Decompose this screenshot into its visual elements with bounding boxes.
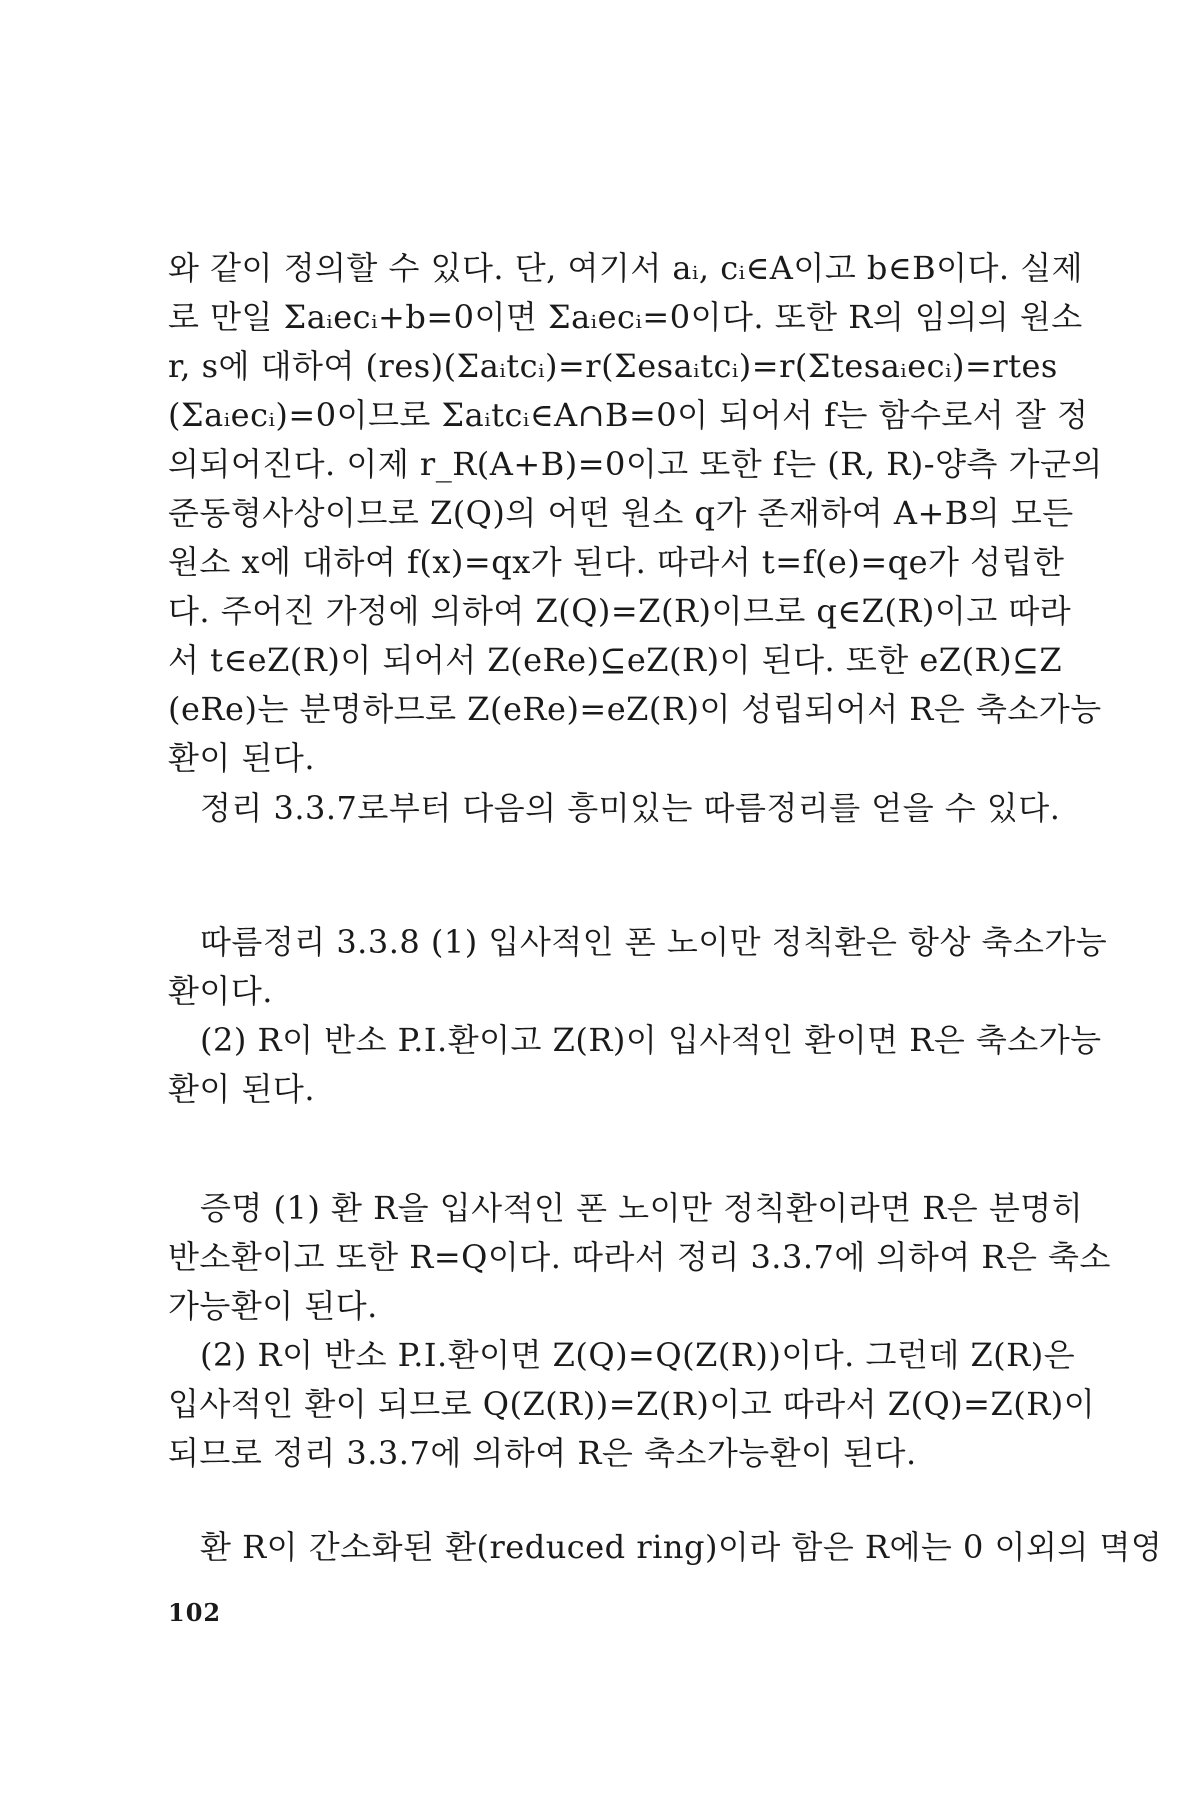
proof-line-4: (Σaᵢecᵢ)=0이므로 Σaᵢtcᵢ∈A∩B=0이 되어서 f는 함수로서 잘 정	[168, 396, 1089, 434]
corollary-line-2: 환이다.	[168, 972, 273, 1010]
proof-line-1: 와 같이 정의할 수 있다. 단, 여기서 aᵢ, cᵢ∈A이고 b∈B이다. 실제	[168, 249, 1084, 287]
corollary-line-4: 환이 된다.	[168, 1070, 315, 1108]
proof2-line-4: (2) R이 반소 P.I.환이면 Z(Q)=Q(Z(R))이다. 그런데 Z(R)은	[200, 1336, 1076, 1374]
proof2-line-3: 가능환이 된다.	[168, 1287, 378, 1325]
proof-line-9: 서 t∈eZ(R)이 되어서 Z(eRe)⊆eZ(R)이 된다. 또한 eZ(R)⊆Z	[168, 641, 1063, 679]
proof-line-10: (eRe)는 분명하므로 Z(eRe)=eZ(R)이 성립되어서 R은 축소가능	[168, 690, 1102, 728]
page-number: 102	[168, 1598, 222, 1627]
proof-line-5: 의되어진다. 이제 r_R(A+B)=0이고 또한 f는 (R, R)-양측 가군의	[168, 445, 1103, 483]
proof-line-8: 다. 주어진 가정에 의하여 Z(Q)=Z(R)이므로 q∈Z(R)이고 따라	[168, 592, 1072, 630]
proof-line-3: r, s에 대하여 (res)(Σaᵢtcᵢ)=r(Σesaᵢtcᵢ)=r(Σtesaᵢecᵢ)=rtes	[168, 347, 1058, 385]
corollary-line-1: 따름정리 3.3.8 (1) 입사적인 폰 노이만 정칙환은 항상 축소가능	[200, 923, 1108, 961]
proof2-line-2: 반소환이고 또한 R=Q이다. 따라서 정리 3.3.7에 의하여 R은 축소	[168, 1238, 1111, 1276]
proof-line-7: 원소 x에 대하여 f(x)=qx가 된다. 따라서 t=f(e)=qe가 성립한	[168, 543, 1065, 581]
proof2-line-6: 되므로 정리 3.3.7에 의하여 R은 축소가능환이 된다.	[168, 1434, 917, 1472]
intro-sentence: 정리 3.3.7로부터 다음의 흥미있는 따름정리를 얻을 수 있다.	[200, 789, 1061, 827]
proof-line-2: 로 만일 Σaᵢecᵢ+b=0이면 Σaᵢecᵢ=0이다. 또한 R의 임의의 원소	[168, 298, 1083, 336]
definition-line: 환 R이 간소화된 환(reduced ring)이라 함은 R에는 0 이외의 멱영	[200, 1528, 1163, 1566]
proof-line-6: 준동형사상이므로 Z(Q)의 어떤 원소 q가 존재하여 A+B의 모든	[168, 494, 1074, 532]
proof2-line-5: 입사적인 환이 되므로 Q(Z(R))=Z(R)이고 따라서 Z(Q)=Z(R)이	[168, 1385, 1096, 1423]
corollary-line-3: (2) R이 반소 P.I.환이고 Z(R)이 입사적인 환이면 R은 축소가능	[200, 1021, 1102, 1059]
proof-line-11: 환이 된다.	[168, 739, 315, 777]
proof2-line-1: 증명 (1) 환 R을 입사적인 폰 노이만 정칙환이라면 R은 분명히	[200, 1189, 1084, 1227]
